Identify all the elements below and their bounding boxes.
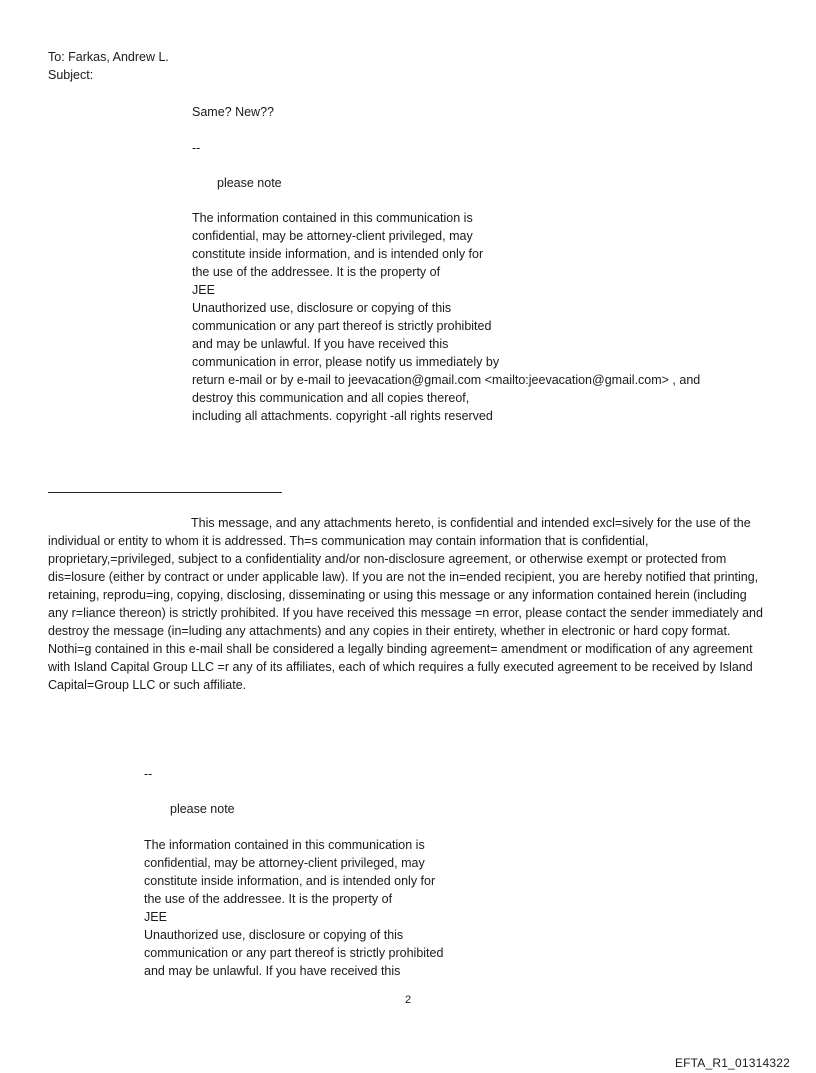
notice-line: the use of the addressee. It is the property of — [144, 892, 393, 906]
notice-line: the use of the addressee. It is the property of — [192, 265, 441, 279]
notice-line: communication or any part thereof is strictly prohibited — [192, 319, 492, 333]
notice-line: communication in error, please notify us immediately by — [192, 355, 500, 369]
notice-line: The information contained in this communication is — [192, 211, 473, 225]
to-line: To: Farkas, Andrew L. — [48, 50, 169, 64]
notice-line: and may be unlawful. If you have received this — [192, 337, 449, 351]
please-note: please note — [217, 176, 282, 190]
signature-separator: -- — [192, 141, 201, 155]
notice-line: JEE — [192, 283, 215, 297]
please-note-2: please note — [170, 802, 235, 816]
subject-line: Subject: — [48, 68, 94, 82]
notice-line: Unauthorized use, disclosure or copying of this — [144, 928, 404, 942]
notice-line: The information contained in this communication is — [144, 838, 425, 852]
notice-line: Unauthorized use, disclosure or copying of this — [192, 301, 452, 315]
document-id: EFTA_R1_01314322 — [674, 1056, 790, 1070]
notice-line: constitute inside information, and is intended only for — [192, 247, 484, 261]
notice-line: including all attachments. copyright -all rights reserved — [192, 409, 493, 423]
page-number: 2 — [404, 994, 412, 1006]
notice-line: JEE — [144, 910, 167, 924]
notice-line: confidential, may be attorney-client privileged, may — [144, 856, 425, 870]
notice-line: and may be unlawful. If you have received this — [144, 964, 401, 978]
signature-separator-2: -- — [144, 767, 153, 781]
notice-line: communication or any part thereof is strictly prohibited — [144, 946, 444, 960]
notice-line: constitute inside information, and is intended only for — [144, 874, 436, 888]
divider-rule — [48, 492, 282, 493]
legal-disclaimer: This message, and any attachments hereto, is confidential and intended excl=sively for the use of the individual or entity to whom it is addressed. Th=s communication may contain information that is confidential, proprietary,=privileged, subject to a confidentiality and/or non-disclosure agreement, or otherwise exempt or protected from dis=losure (either by contract or under applicable law). If you are not the in=ended recipient, you are hereby notified that printing, retaining, reprodu=ing, copying, disclosing, disseminating or using this message or any information contained herein (including any r=liance thereon) is strictly prohibited. If you have received this message =n error, please contact the sender immediately and destroy the message (in=luding any attachments) and any copies in their entirety, whether in electronic or hard copy format. Nothi=g contained in this e-mail shall be considered a legally binding agreement= amendment or modification of any agreement with Island Capital Group LLC =r any of its affiliates, each of which requires a fully executed agreement to be received by Island Capital=Group LLC or such affiliate. — [48, 516, 763, 692]
notice-line: destroy this communication and all copies thereof, — [192, 391, 470, 405]
message-text: Same? New?? — [192, 105, 274, 119]
notice-line: confidential, may be attorney-client privileged, may — [192, 229, 473, 243]
notice-line-email: return e-mail or by e-mail to jeevacation@gmail.com <mailto:jeevacation@gmail.com> , and — [192, 373, 701, 387]
